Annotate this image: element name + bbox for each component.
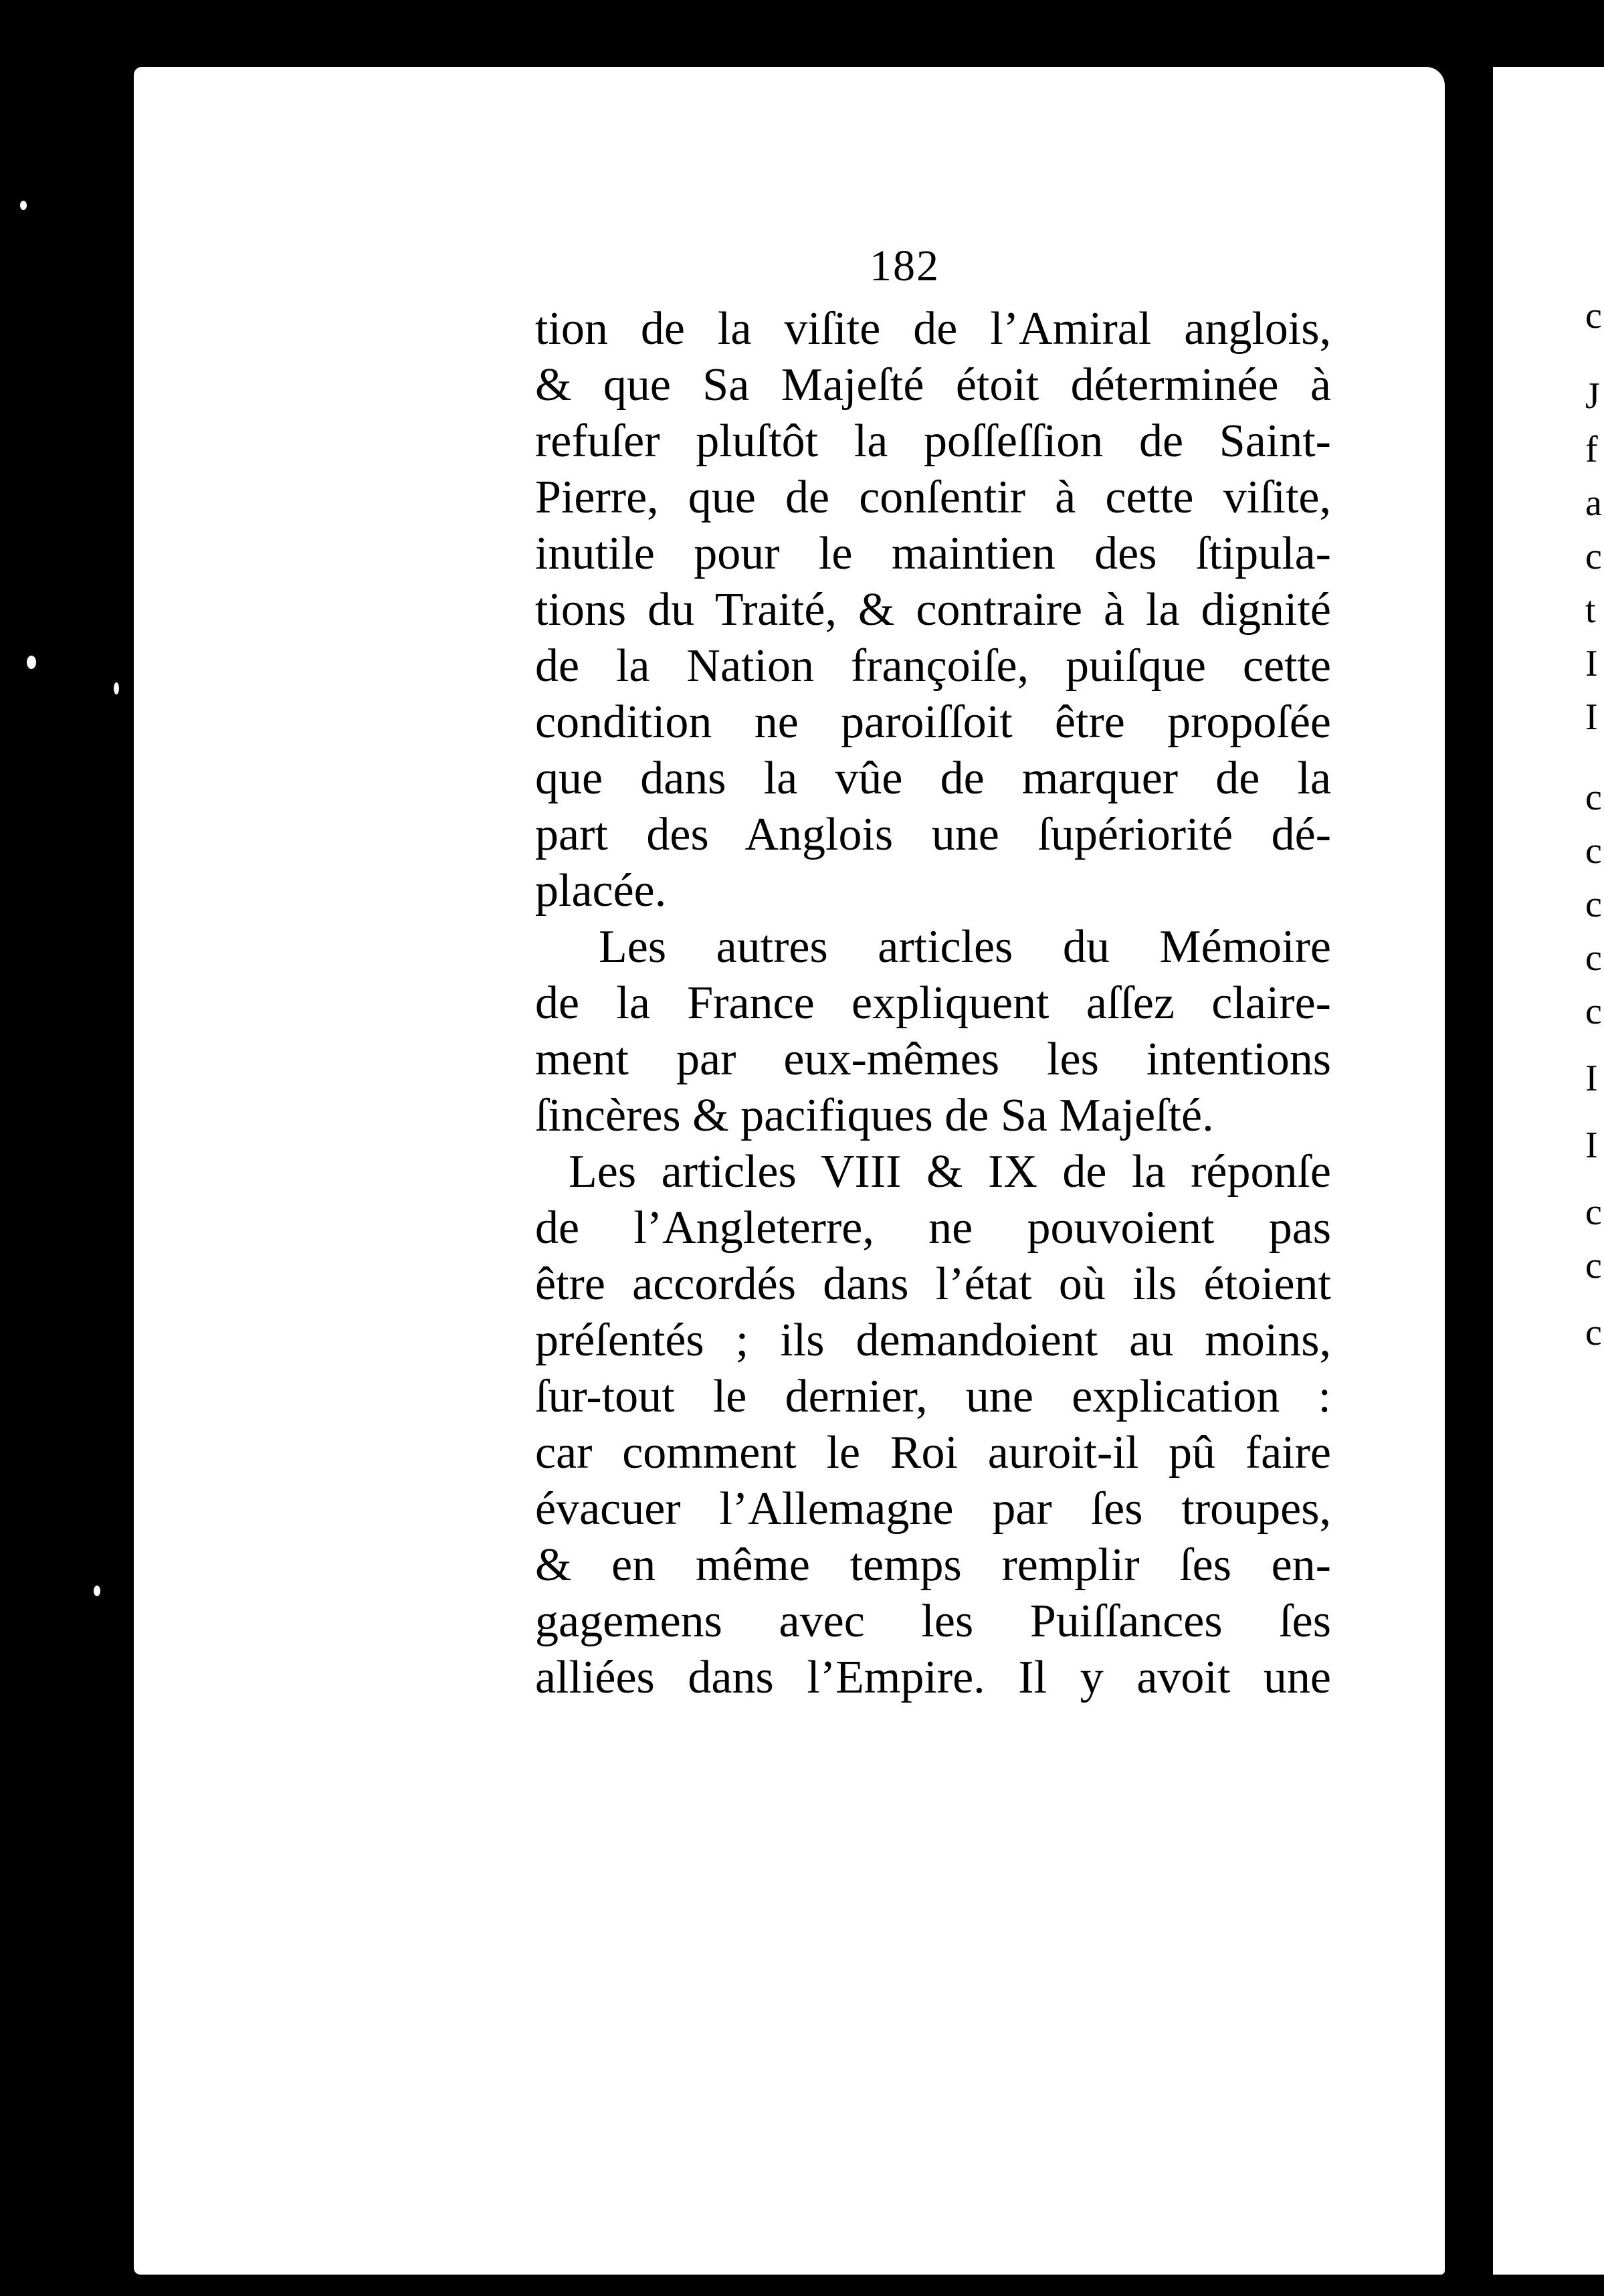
text-line: ſincères & pacifiques de Sa Majeſté. — [535, 1090, 1214, 1141]
facing-page-letter: I — [1585, 643, 1598, 684]
facing-page-letter: J — [1585, 375, 1600, 417]
text-line: placée. — [535, 865, 667, 917]
scan-speck — [27, 656, 36, 669]
text-line: de l’Angleterre, ne pouvoient pas — [535, 1202, 1331, 1254]
facing-page-letter: c — [1585, 1191, 1602, 1233]
facing-page-letter: c — [1585, 536, 1602, 577]
text-line: tions du Traité, & contraire à la dignité — [535, 584, 1331, 636]
facing-page-letter: f — [1585, 429, 1598, 470]
facing-page-letter: c — [1585, 830, 1602, 872]
page-number: 182 — [870, 242, 940, 290]
text-line: & en même temps remplir ſes en- — [535, 1539, 1331, 1591]
page-gutter — [1445, 40, 1493, 2296]
facing-page-letter: c — [1585, 991, 1602, 1032]
facing-page-letter: I — [1585, 1125, 1598, 1166]
facing-page-letter: t — [1585, 589, 1596, 631]
text-line: Pierre, que de conſentir à cette viſite, — [535, 472, 1331, 523]
text-line: car comment le Roi auroit-il pû faire — [535, 1427, 1331, 1478]
text-line: être accordés dans l’état où ils étoient — [535, 1258, 1331, 1310]
facing-page-letter: c — [1585, 777, 1602, 818]
scan-speck — [20, 201, 27, 210]
text-line: Les autres articles du Mémoire — [599, 921, 1331, 973]
facing-page-letter: c — [1585, 884, 1602, 925]
scan-speck — [114, 682, 119, 694]
facing-page-letter: c — [1585, 1245, 1602, 1286]
text-line: part des Anglois une ſupériorité dé- — [535, 809, 1331, 860]
facing-page-letter: I — [1585, 1058, 1598, 1099]
text-line: alliées dans l’Empire. Il y avoit une — [535, 1652, 1331, 1703]
facing-page-letter: I — [1585, 696, 1598, 738]
text-line: inutile pour le maintien des ſtipula- — [535, 528, 1331, 579]
text-line: préſentés ; ils demandoient au moins, — [535, 1315, 1331, 1366]
text-line: condition ne paroiſſoit être propoſée — [535, 696, 1331, 748]
text-line: que dans la vûe de marquer de la — [535, 753, 1331, 804]
text-line: & que Sa Majeſté étoit déterminée à — [535, 359, 1331, 411]
text-line: ment par eux-mêmes les intentions — [535, 1034, 1331, 1085]
facing-page-letter: c — [1585, 295, 1602, 337]
text-line: évacuer l’Allemagne par ſes troupes, — [535, 1483, 1331, 1535]
body-text — [535, 301, 1331, 1706]
text-line: tion de la viſite de l’Amiral anglois, — [535, 303, 1331, 355]
facing-page-letter: c — [1585, 1312, 1602, 1353]
text-line: refuſer pluſtôt la poſſeſſion de Saint- — [535, 415, 1331, 467]
text-line: de la France expliquent aſſez claire- — [535, 977, 1331, 1029]
facing-page-letter: a — [1585, 482, 1602, 524]
text-line: Les articles VIII & IX de la réponſe — [569, 1146, 1331, 1198]
text-line: gagemens avec les Puiſſances ſes — [535, 1596, 1331, 1647]
text-line: de la Nation françoiſe, puiſque cette — [535, 640, 1331, 692]
scan-speck — [94, 1586, 100, 1596]
text-line: ſur-tout le dernier, une explication : — [535, 1371, 1331, 1422]
facing-page-letter: c — [1585, 937, 1602, 979]
